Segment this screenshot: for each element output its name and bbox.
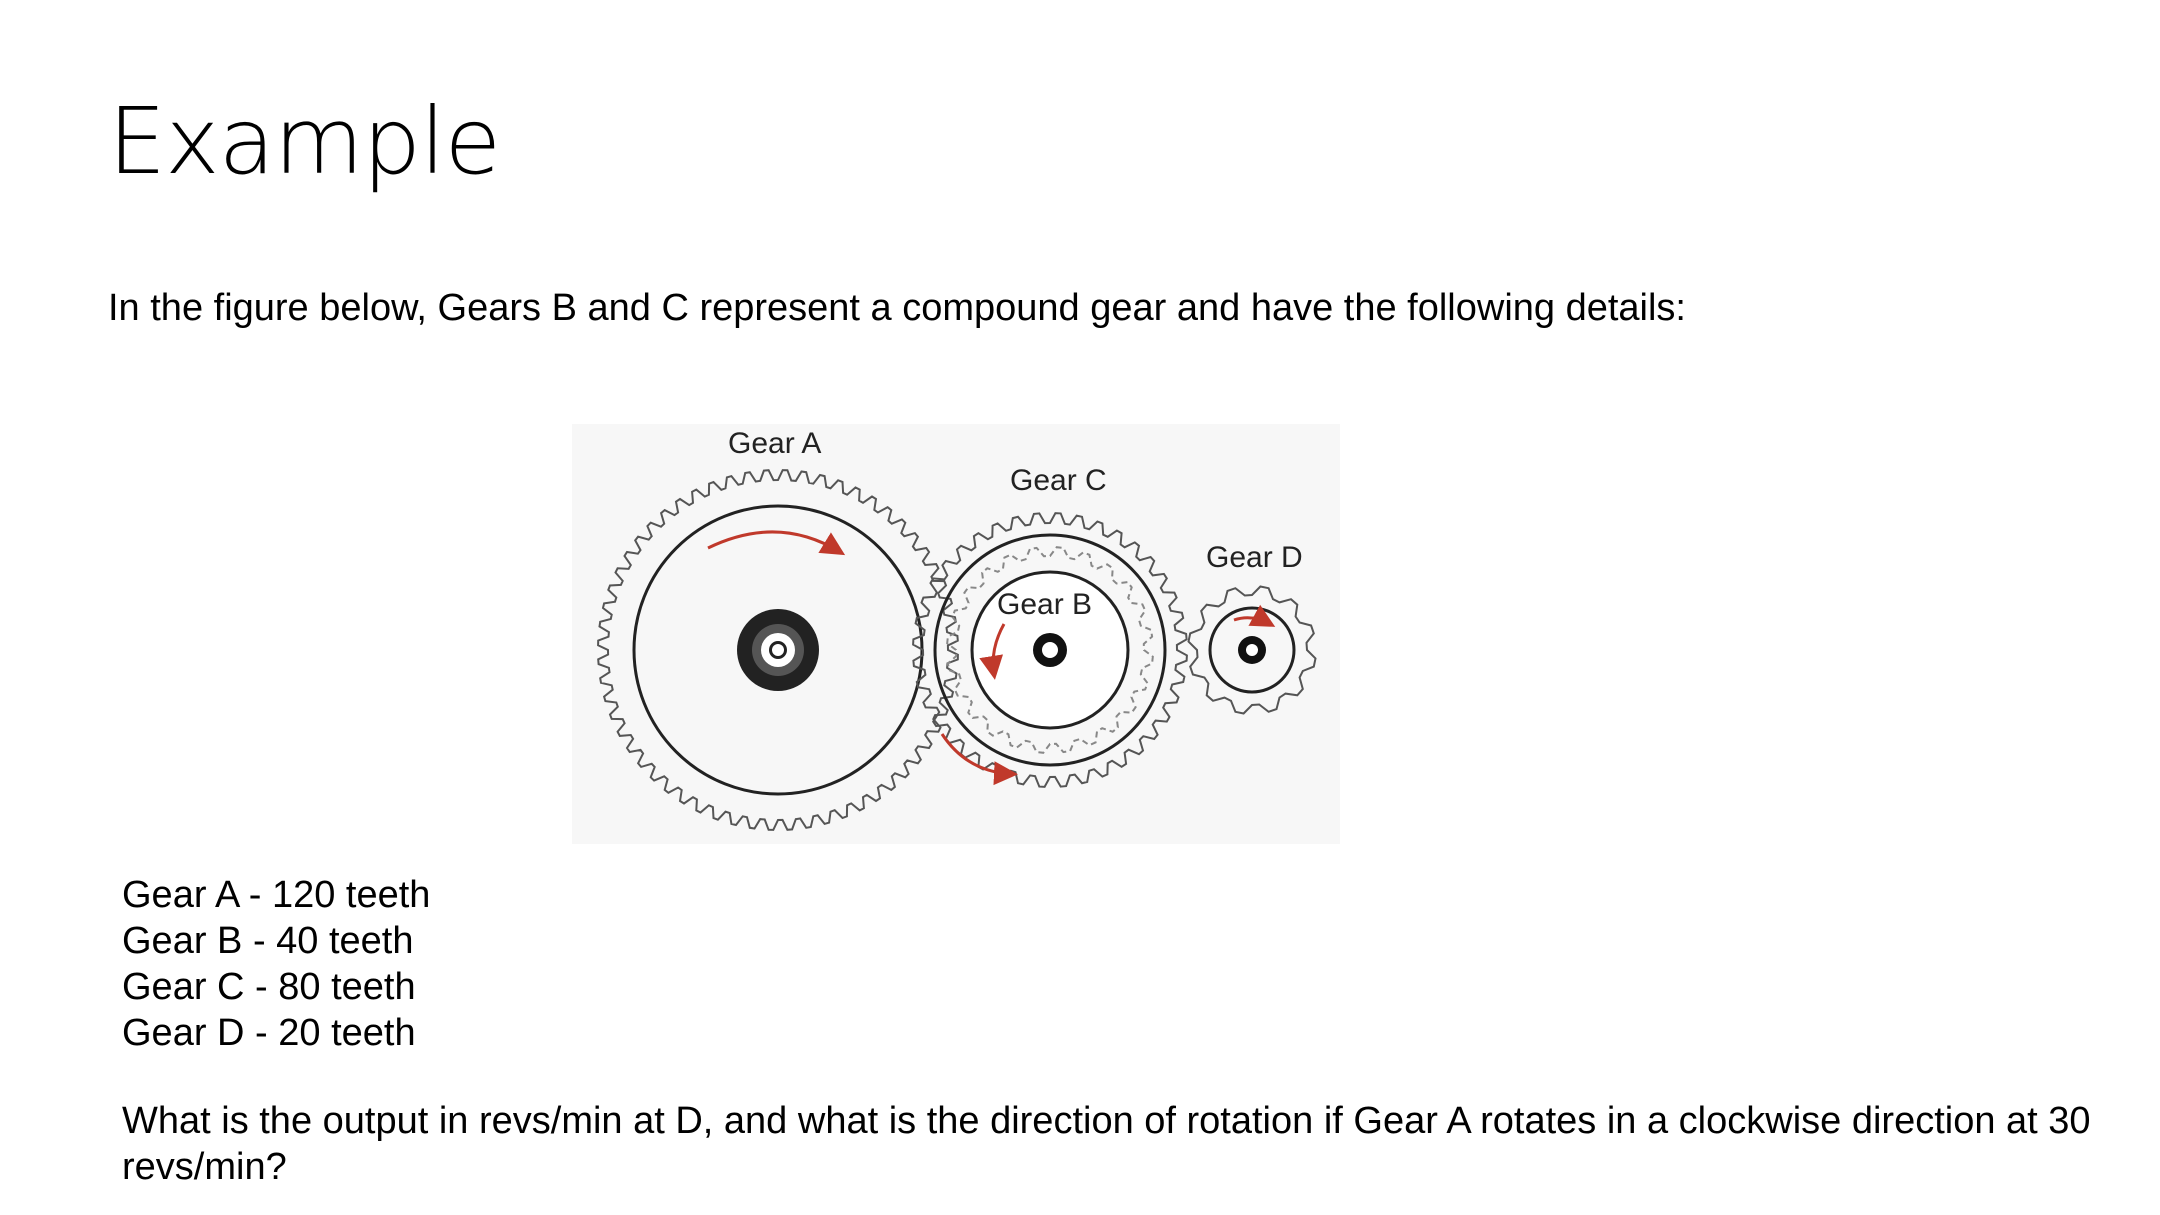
- slide-title: Example: [108, 88, 501, 195]
- gear-d-rotation-arrow: [1234, 618, 1270, 624]
- question-text: What is the output in revs/min at D, and what is the direction of rotation if Gear A rotates in a clockwise direction at 30 revs/min?: [122, 1100, 2091, 1188]
- gear-d-label: Gear D: [1206, 541, 1303, 574]
- gear-d: [1189, 541, 1316, 714]
- gear-a-rotation-arrow: [708, 532, 840, 552]
- gear-detail-item: Gear C - 80 teeth: [122, 966, 416, 1008]
- gear-train-figure: [572, 424, 1340, 844]
- gear-b: [947, 547, 1153, 753]
- gear-detail-item: Gear A - 120 teeth: [122, 874, 431, 916]
- gear-details-list: [122, 872, 430, 1056]
- gear-b-label: Gear B: [997, 588, 1093, 621]
- gear-c-label: Gear C: [1010, 464, 1107, 497]
- gear-detail-item: Gear B - 40 teeth: [122, 920, 414, 962]
- intro-text: In the figure below, Gears B and C represent a compound gear and have the following details:: [108, 287, 1686, 329]
- gear-a-label: Gear A: [728, 427, 822, 460]
- gear-a: [598, 427, 958, 830]
- gear-detail-item: Gear D - 20 teeth: [122, 1012, 416, 1054]
- gear-train-diagram: [572, 424, 1340, 844]
